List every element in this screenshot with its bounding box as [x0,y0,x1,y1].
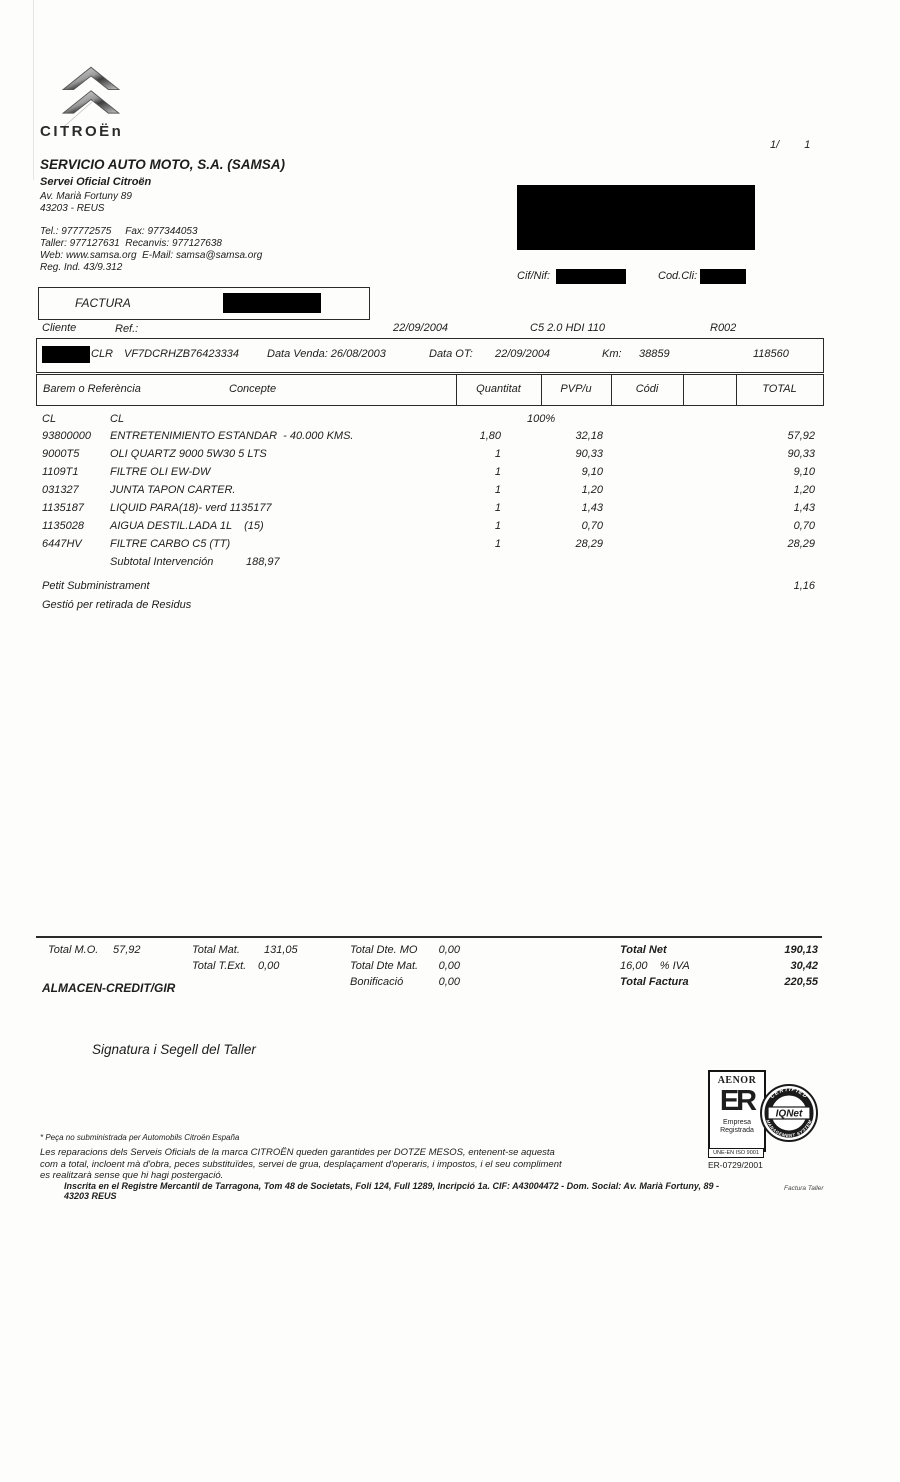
cif-label: Cif/Nif: [517,270,550,282]
registry-line: Inscrita en el Registre Mercantil de Tarragona, Tom 48 de Societats, Foli 124, Full 1289, Incripció 1a. CIF: A43004472 - Dom. Social: Av. Marià Fortuny, 89 - 43203 REUS [64,1181,720,1201]
company-address-line1: Av. Marià Fortuny 89 [40,191,132,202]
page-current: 1/ [770,139,780,151]
item-concept: FILTRE OLI EW-DW [110,466,211,478]
item-ref: 9000T5 [42,448,80,460]
item-qty: 1 [494,466,501,478]
ot-number: 118560 [753,348,789,360]
item-pvp: 0,70 [581,520,603,532]
data-venda: Data Venda: 26/08/2003 [267,348,386,360]
signature-label: Signatura i Segell del Taller [92,1042,256,1057]
item-ref: 6447HV [42,538,82,550]
header-qty: Quantitat [476,383,521,395]
redacted-plate [42,346,90,363]
gestio-label: Gestió per retirada de Residus [42,599,192,611]
redacted-cif-value [556,269,626,284]
page-total: 1 [804,139,811,151]
company-registration: Reg. Ind. 43/9.312 [40,262,123,273]
vehicle-info-box [36,338,824,373]
company-name: SERVICIO AUTO MOTO, S.A. (SAMSA) [40,157,286,172]
contact-tel-fax: Tel.: 977772575 Fax: 977344053 [40,226,198,237]
item-pvp: 1,20 [581,484,603,496]
total-net-label: Total Net [620,944,667,956]
cliente-label: Cliente [42,322,77,334]
item-ref: 1135028 [42,520,85,532]
subtotal-row [36,556,822,574]
item-concept: JUNTA TAPON CARTER. [110,484,236,496]
iva-value: 30,42 [790,960,818,972]
total-text-label: Total T.Ext. [192,960,247,972]
data-ot-label: Data OT: [429,348,473,360]
item-total: 57,92 [787,430,815,442]
contact-taller-recanvis: Taller: 977127631 Recanvis: 977127638 [40,238,222,249]
item-ref: 1135187 [42,502,85,514]
header-pvp: PVP/u [560,383,592,395]
warranty-line1: Les reparacions dels Serveis Oficials de la marca CITROËN queden garantides per DOTZE MESOS, entenent-se aquesta [40,1147,555,1158]
item-pvp: 1,43 [581,502,603,514]
header-total: TOTAL [762,383,797,395]
bonificacio-label: Bonificació [350,976,404,988]
aenor-iso-badge: UNE-EN ISO 9001 [708,1148,764,1158]
iqnet-label: IQNet [775,1108,803,1120]
page-number [770,139,830,151]
item-ref: CL [42,413,57,425]
company-subtitle: Servei Oficial Citroën [40,176,152,188]
item-pvp: 28,29 [575,538,603,550]
total-factura-value: 220,55 [784,976,818,988]
total-dte-mat-label: Total Dte Mat. [350,960,419,972]
item-concept: FILTRE CARBO C5 (TT) [110,538,231,550]
table-row-group [36,413,822,431]
aenor-sub2: Registrada [720,1127,754,1134]
doc-ref: Factura Taller [784,1185,824,1192]
table-row [36,502,822,520]
item-qty: 1,80 [479,430,501,442]
petit-label: Petit Subministrament [42,580,150,592]
aenor-title: AENOR [717,1075,757,1086]
iqnet-logo [758,1082,820,1144]
iqnet-top-text: CERTIFIED [769,1086,809,1101]
citroen-chevrons-icon [60,66,122,128]
scan-artifact [33,0,34,180]
doc-type-label: FACTURA [75,296,131,310]
item-concept: CL [110,413,125,425]
item-qty: 1 [494,484,501,496]
item-concept: OLI QUARTZ 9000 5W30 5 LTS [110,448,267,460]
items-table-header [36,374,824,406]
header-concept: Concepte [229,383,277,395]
contact-web-email: Web: www.samsa.org E-Mail: samsa@samsa.org [40,250,263,261]
plate-suffix: CLR [91,348,114,360]
ref-label: Ref.: [115,323,139,335]
total-factura-label: Total Factura [620,976,689,988]
warranty-line3: es realitzarà sense que hi hagi postergació. [40,1170,224,1181]
totals-divider [36,936,822,938]
citroen-wordmark: CITROËn [40,123,124,140]
km-value: 38859 [639,348,670,360]
total-dte-mo-value: 0,00 [438,944,460,956]
item-total: 1,20 [793,484,815,496]
table-row [36,430,822,448]
aenor-er-mark: ER [719,1085,755,1117]
item-total: 28,29 [787,538,815,550]
item-total: 0,70 [793,520,815,532]
vehicle-model: C5 2.0 HDI 110 [530,322,606,334]
item-pvp: 90,33 [575,448,603,460]
item-discount: 100% [527,413,556,425]
item-total: 90,33 [787,448,815,460]
table-row [36,520,822,538]
table-row [36,484,822,502]
item-ref: 93800000 [42,430,91,442]
payment-method: ALMACEN-CREDIT/GIR [42,981,176,995]
subtotal-label: Subtotal Intervención [110,556,214,568]
column-divider [683,375,684,405]
item-concept: AIGUA DESTIL.LADA 1L (15) [110,520,264,532]
company-address-line2: 43203 - REUS [40,203,105,214]
item-total: 1,43 [793,502,815,514]
footnote: * Peça no subministrada per Automobils Citroën España [40,1133,240,1142]
total-text-value: 0,00 [258,960,280,972]
warranty-line2: com a total, incloent mà d'obra, peces substituïdes, servei de grua, desplaçament d'operaris, i impostos, i el seu compliment [40,1158,562,1170]
iqnet-bottom-text: MANAGEMENT SYSTEM [765,1118,813,1139]
total-mat-label: Total Mat. [192,944,240,956]
total-dte-mat-value: 0,00 [438,960,460,972]
redacted-invoice-number [223,293,321,313]
item-ref: 031327 [42,484,79,496]
codcli-label: Cod.Cli: [658,270,698,282]
subtotal-value: 188,97 [246,556,280,568]
invoice-date: 22/09/2004 [393,322,449,334]
item-ref: 1109T1 [42,466,79,478]
table-row [36,466,822,484]
vehicle-vin: VF7DCRHZB76423334 [124,348,239,360]
petit-subministrament-row [36,580,822,598]
item-concept: LIQUID PARA(18)- verd 1135177 [110,502,272,514]
item-concept: ENTRETENIMIENTO ESTANDAR - 40.000 KMS. [110,430,354,442]
km-label: Km: [602,348,622,360]
item-qty: 1 [494,502,501,514]
item-qty: 1 [494,538,501,550]
total-dte-mo-label: Total Dte. MO [350,944,418,956]
item-pvp: 32,18 [575,430,603,442]
item-qty: 1 [494,448,501,460]
table-row [36,448,822,466]
item-pvp: 9,10 [581,466,603,478]
aenor-sub1: Empresa [722,1119,751,1126]
items-table-body [36,408,822,618]
redacted-customer-address [517,185,755,250]
total-mo-value: 57,92 [113,944,141,956]
redacted-codcli-value [700,269,746,284]
total-mo-label: Total M.O. [48,944,99,956]
total-mat-value: 131,05 [264,944,298,956]
data-ot-value: 22/09/2004 [495,348,551,360]
item-qty: 1 [494,520,501,532]
factura-title-box [38,287,370,320]
header-ref: Barem o Referència [43,383,141,395]
invoice-code: R002 [710,322,737,334]
iva-label: 16,00 % IVA [620,960,690,972]
item-total: 9,10 [793,466,815,478]
aenor-registration-number: ER-0729/2001 [708,1160,763,1170]
header-codi: Códi [635,383,659,395]
petit-total: 1,16 [793,580,815,592]
gestio-residus-row [36,599,822,617]
total-net-value: 190,13 [784,944,818,956]
table-row [36,538,822,556]
bonificacio-value: 0,00 [438,976,460,988]
